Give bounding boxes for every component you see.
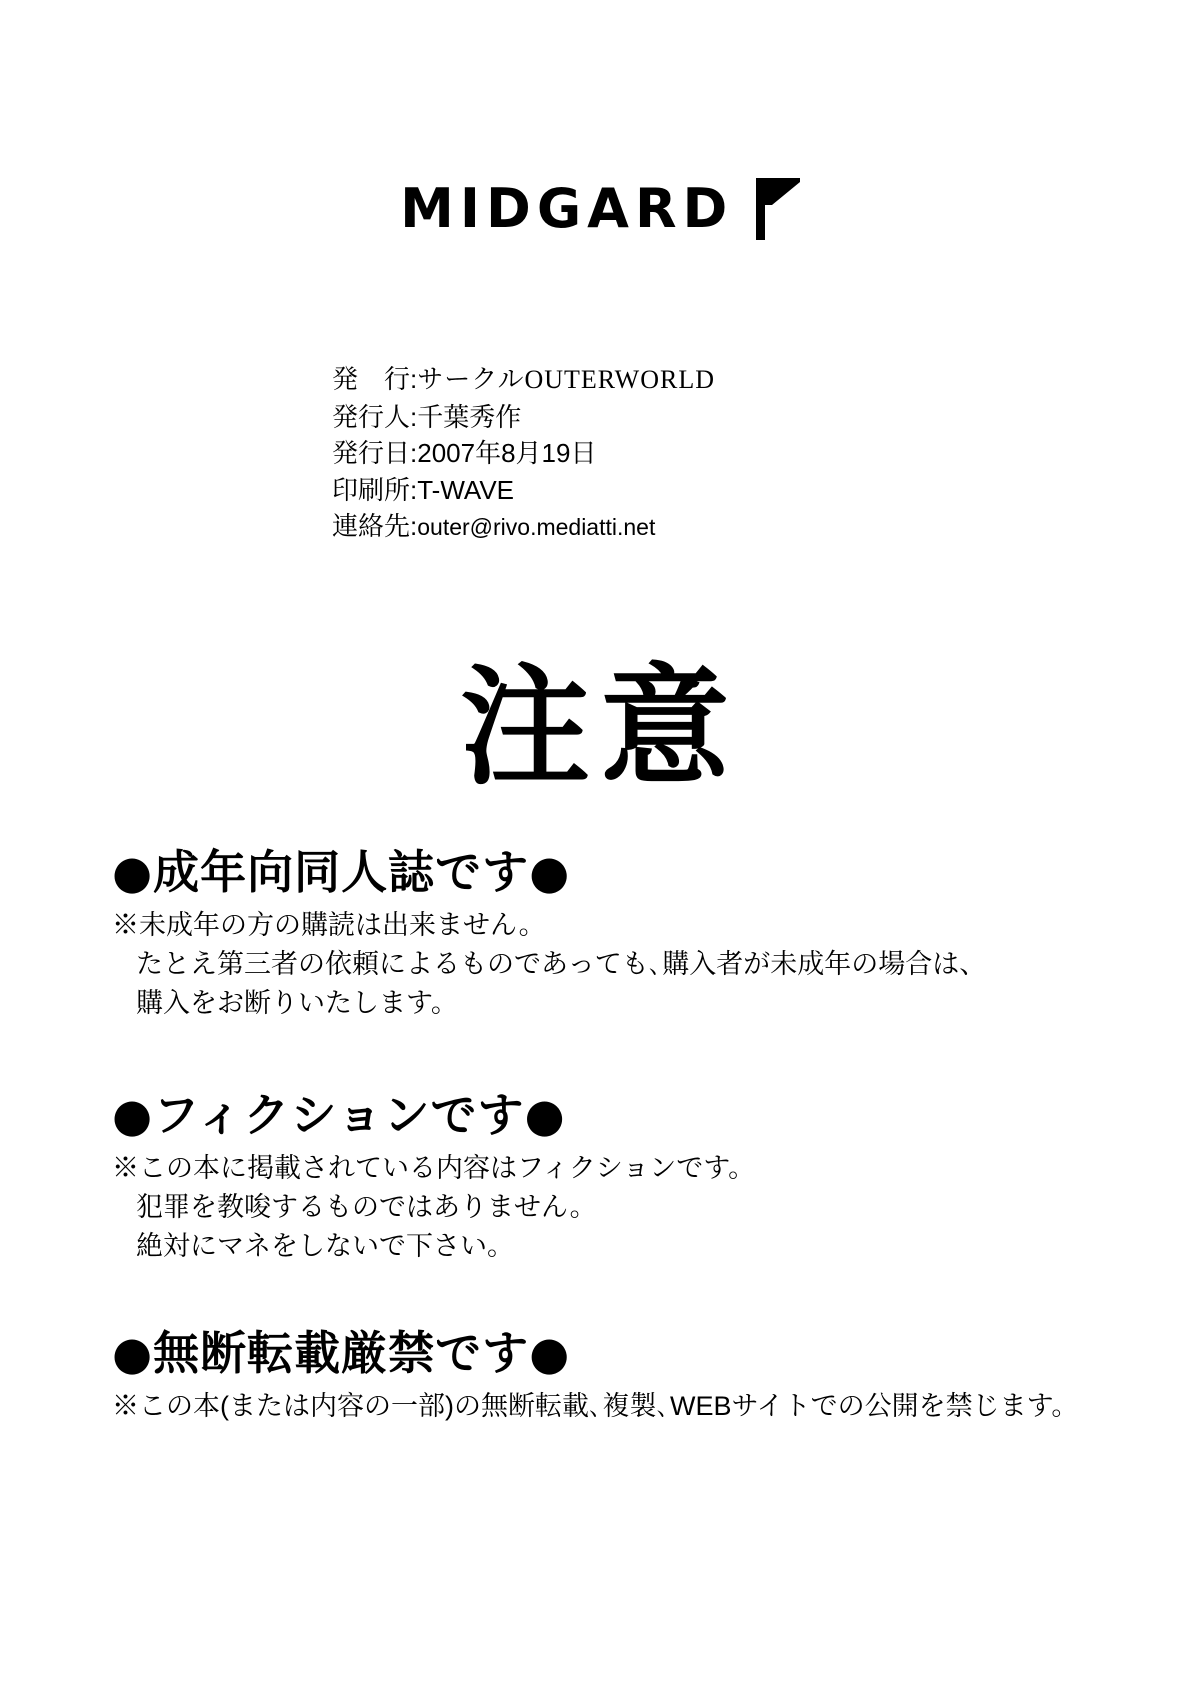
section-line: ※この本(または内容の一部)の無断転載､複製､WEBサイトでの公開を禁じます。 (112, 1391, 1079, 1422)
colophon-label: 連絡先: (332, 511, 418, 542)
section-line: ※未成年の方の購読は出来ません。 (112, 910, 546, 941)
section-line: 犯罪を教唆するものではありません。 (136, 1191, 597, 1222)
section-title: ●成年向同人誌です● (112, 845, 571, 899)
colophon-value: T-WAVE (417, 474, 515, 505)
notice-section-fiction (112, 1088, 1112, 1267)
colophon-label: 発行日: (332, 438, 418, 469)
section-line: たとえ第三者の依頼によるものであっても､購入者が未成年の場合は、 (136, 949, 987, 980)
section-body (112, 1149, 1112, 1266)
colophon-block (332, 362, 715, 546)
colophon-row (332, 362, 715, 398)
section-line: ※この本に掲載されている内容はフィクションです。 (112, 1152, 756, 1183)
logo-wordmark: MIDGARD (400, 177, 734, 240)
colophon-label: 発 行: (332, 364, 418, 394)
colophon-row (332, 400, 715, 435)
notice-sections (112, 845, 1112, 1457)
flag-icon (756, 178, 800, 240)
colophon-row (332, 473, 715, 508)
colophon-label: 印刷所: (332, 474, 418, 505)
publisher-logo (0, 178, 1200, 240)
section-line: 購入をお断りいたします。 (136, 988, 458, 1019)
section-body (112, 1387, 1112, 1426)
section-title: ●フィクションです● (112, 1087, 566, 1142)
colophon-label: 発行人: (332, 401, 418, 432)
colophon-value: 千葉秀作 (417, 401, 522, 432)
notice-section-adult (112, 845, 1112, 1024)
section-body (112, 906, 1112, 1023)
notice-section-reproduction (112, 1326, 1112, 1426)
notice-heading: 注意 (459, 651, 740, 803)
colophon-value: 2007年8月19日 (417, 438, 597, 469)
colophon-row (332, 436, 715, 471)
colophon-contact-value: outer@rivo.mediatti.net (417, 514, 656, 541)
section-title: ●無断転載厳禁です● (112, 1326, 571, 1381)
colophon-row (332, 509, 715, 544)
colophon-value: サークルOUTERWORLD (417, 365, 715, 394)
section-line: 絶対にマネをしないで下さい。 (136, 1231, 514, 1262)
flag-banner-icon (764, 178, 800, 240)
